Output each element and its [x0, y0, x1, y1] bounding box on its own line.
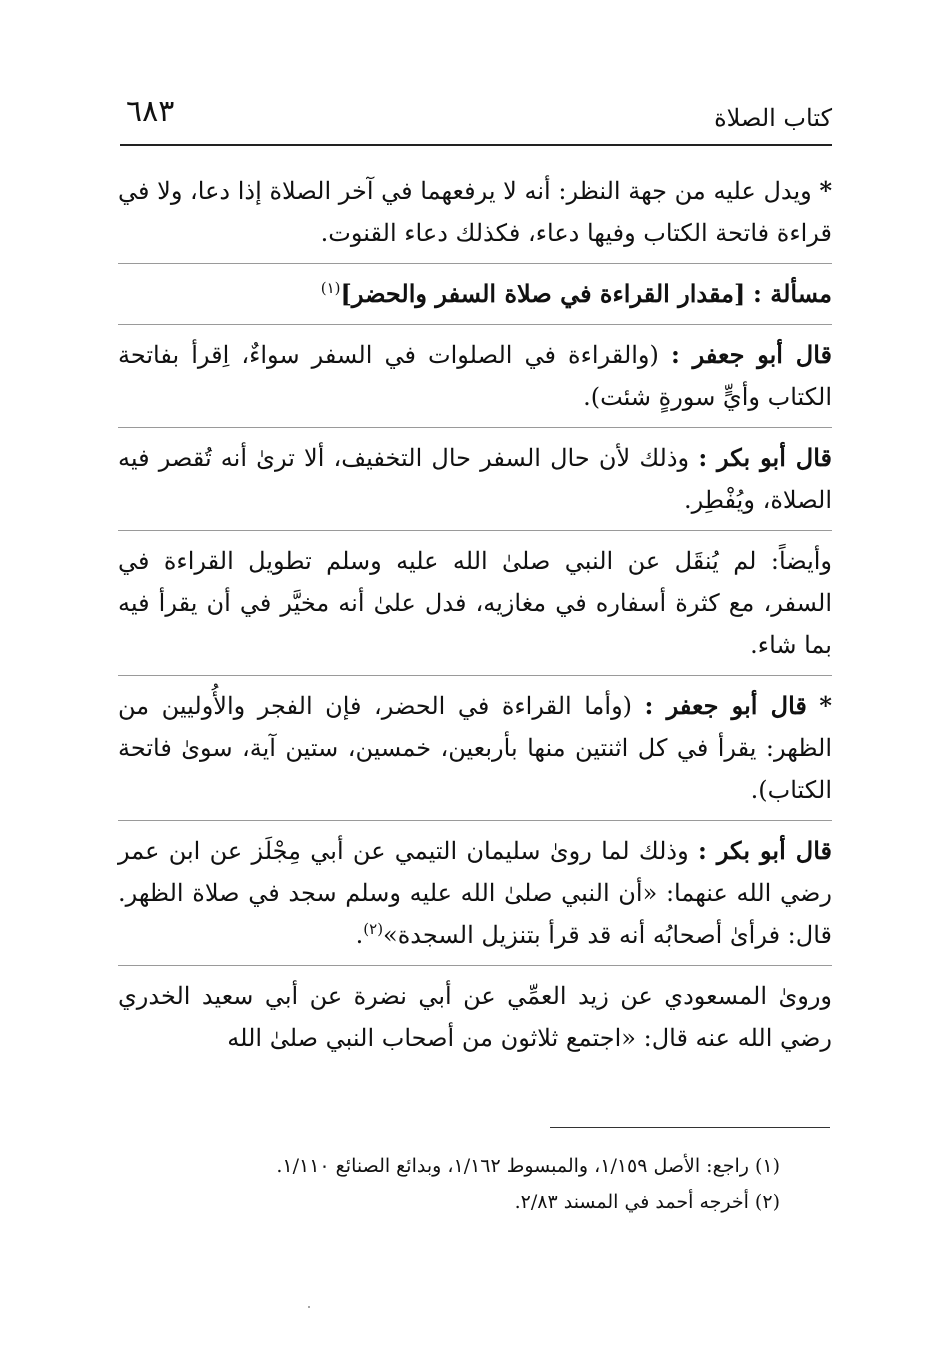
page-number: ٦٨٣ — [126, 94, 175, 129]
sentence-end: . — [355, 921, 364, 949]
paragraph-text: وذلك لأن حال السفر حال التخفيف، ألا ترىٰ أنه تُقصر فيه الصلاة، ويُفْطِر. — [118, 444, 832, 514]
page-header — [120, 92, 832, 146]
main-text — [118, 170, 832, 1077]
paragraph-text: ويدل عليه من جهة النظر: أنه لا يرفعهما في آخر الصلاة إذا دعا، ولا في قراءة فاتحة الكتاب وفيها دعاء، فكذلك دعاء القنوت. — [118, 177, 832, 247]
star-marker: * — [819, 176, 832, 205]
paragraph-1 — [118, 170, 832, 264]
speaker-label: قال أبو بكر : — [698, 443, 832, 472]
paragraph-6 — [118, 685, 832, 821]
paper-speck — [308, 1306, 310, 1308]
issue-title: [مقدار القراءة في صلاة السفر والحضر] — [340, 279, 746, 308]
star-marker: * — [819, 691, 832, 720]
speaker-label: قال أبو بكر : — [697, 836, 832, 865]
paragraph-8 — [118, 975, 832, 1068]
paragraph-text: (والقراءة في الصلوات في السفر سواءٌ، اِقرأ بفاتحة الكتاب وأيٍّ سورةٍ شئت). — [118, 341, 832, 411]
paragraph-7 — [118, 830, 832, 966]
issue-label: مسألة : — [753, 279, 832, 308]
paragraph-text: وذلك لما روىٰ سليمان التيمي عن أبي مِجْلَز عن ابن عمر رضي الله عنهما: «أن النبي صلىٰ الله عليه وسلم سجد في صلاة الظهر. قال: فرأىٰ أصحابُه أنه قد قرأ بتنزيل السجدة» — [118, 837, 832, 949]
paragraph-3 — [118, 334, 832, 428]
paragraph-text: وروىٰ المسعودي عن زيد العمِّي عن أبي نضرة عن أبي سعيد الخدري رضي الله عنه قال: «اجتمع ثلاثون من أصحاب النبي صلىٰ الله — [118, 982, 832, 1052]
footnote-ref-2: (٢) — [363, 920, 384, 938]
book-title: كتاب الصلاة — [714, 104, 832, 132]
footnote-1: (١) راجع: الأصل ١/١٥٩، والمبسوط ١/١٦٢، وبدائع الصنائع ١/١١٠. — [276, 1155, 780, 1177]
paragraph-text: (وأما القراءة في الحضر، فإن الفجر والأُوليين من الظهر: يقرأ في كل اثنتين منها بأربعين، خمسين، ستين آية، سوىٰ فاتحة الكتاب). — [118, 692, 832, 804]
footnotes — [130, 1148, 780, 1220]
footnote-2: (٢) أخرجه أحمد في المسند ٢/٨٣. — [514, 1191, 780, 1213]
paragraph-text: وأيضاً: لم يُنقَل عن النبي صلىٰ الله عليه وسلم تطويل القراءة في السفر، مع كثرة أسفاره في مغازيه، فدل علىٰ أنه مخيَّر في أن يقرأ فيه بما شاء. — [118, 547, 832, 659]
speaker-label: قال أبو جعفر : — [670, 340, 832, 369]
footnote-ref-1: (١) — [320, 279, 341, 297]
speaker-label: قال أبو جعفر : — [644, 691, 807, 720]
paragraph-4 — [118, 437, 832, 531]
issue-heading — [118, 273, 832, 325]
paragraph-5 — [118, 540, 832, 676]
footnote-divider — [550, 1127, 830, 1128]
